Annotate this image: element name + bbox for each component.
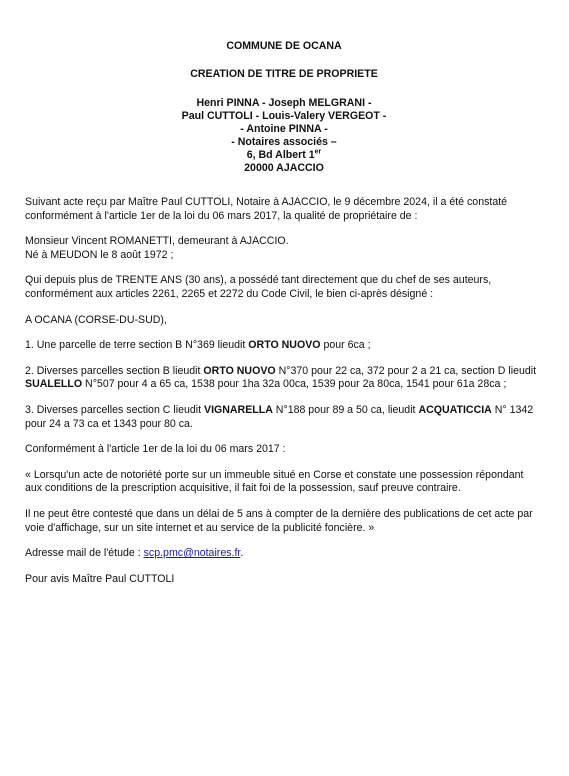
item1-text: 1. Une parcelle de terre section B N°369 lieudit bbox=[25, 339, 249, 352]
birth-line: Né à MEUDON le 8 août 1972 ; bbox=[25, 248, 174, 261]
address-superscript: er bbox=[314, 148, 322, 156]
document-body bbox=[25, 196, 543, 586]
parcel-item-2 bbox=[25, 365, 543, 392]
legal-quote-1: « Lorsqu'un acte de notoriété porte sur un immeuble situé en Corse et constate une possession répondant aux conditions de la prescription acquisitive, il fait foi de la possession, sauf preuve contraire. bbox=[25, 468, 524, 495]
document-title: CREATION DE TITRE DE PROPRIETE bbox=[190, 68, 378, 80]
item1-area: pour 6ca ; bbox=[320, 339, 371, 352]
notaries-line-2: Paul CUTTOLI - Louis-Valery VERGEOT - bbox=[181, 110, 387, 122]
office-address bbox=[25, 149, 543, 162]
commune-title: COMMUNE DE OCANA bbox=[226, 40, 342, 52]
parcel-item-3 bbox=[25, 404, 543, 431]
intro-paragraph: Suivant acte reçu par Maître Paul CUTTOLI, Notaire à AJACCIO, le 9 décembre 2024, il a été constaté conformément à l'article 1er de la loi du 06 mars 2017, la qualité de propriétaire de : bbox=[25, 196, 508, 222]
item2-lieudit-2: SUALELLO bbox=[25, 378, 83, 391]
notaries-line-3: - Antoine PINNA - bbox=[240, 123, 328, 135]
notaries-line-1: Henri PINNA - Joseph MELGRANI - bbox=[196, 97, 372, 109]
item2-lieudit-1: ORTO NUOVO bbox=[203, 364, 276, 377]
item2-text-a: 2. Diverses parcelles section B lieudit bbox=[25, 364, 204, 377]
email-paragraph bbox=[25, 547, 543, 561]
item3-text-e: N° 1342 pour 24 a 73 ca et 1343 pour 80 ca. bbox=[25, 403, 534, 430]
item3-lieudit-1: VIGNARELLA bbox=[204, 403, 273, 416]
signature: Pour avis Maître Paul CUTTOLI bbox=[25, 572, 175, 585]
document-header bbox=[25, 40, 543, 175]
item3-text-c: N°188 pour 89 a 50 ca, lieudit bbox=[272, 403, 419, 416]
item2-text-c: N°370 pour 22 ca, 372 pour 2 a 21 ca, section D lieudit bbox=[275, 364, 537, 377]
location-paragraph: A OCANA (CORSE-DU-SUD), bbox=[25, 313, 167, 326]
email-period: . bbox=[240, 547, 244, 560]
address-street: 6, Bd Albert 1 bbox=[246, 149, 315, 161]
item3-lieudit-2: ACQUATICCIA bbox=[418, 403, 492, 416]
item3-text-a: 3. Diverses parcelles section C lieudit bbox=[25, 403, 204, 416]
possession-paragraph: Qui depuis plus de TRENTE ANS (30 ans), a possédé tant directement que du chef de ses auteurs, conformément aux articles 2261, 2265 et 2272 du Code Civil, le bien ci-après désigné : bbox=[25, 274, 492, 300]
legal-reference: Conformément à l'article 1er de la loi du 06 mars 2017 : bbox=[25, 443, 286, 456]
office-city: 20000 AJACCIO bbox=[244, 162, 324, 174]
owner-line: Monsieur Vincent ROMANETTI, demeurant à AJACCIO. bbox=[25, 235, 289, 248]
item2-text-e: N°507 pour 4 a 65 ca, 1538 pour 1ha 32a 00ca, 1539 pour 2a 80ca, 1541 pour 61a 28ca ; bbox=[82, 378, 507, 391]
owner-paragraph bbox=[25, 235, 543, 262]
notaries-line-4: - Notaires associés – bbox=[231, 136, 337, 148]
email-label: Adresse mail de l'étude : bbox=[25, 547, 144, 560]
parcel-item-1 bbox=[25, 339, 543, 353]
item1-lieudit: ORTO NUOVO bbox=[248, 339, 321, 352]
email-link[interactable]: scp.pmc@notaires.fr bbox=[143, 547, 241, 560]
legal-quote-2: Il ne peut être contesté que dans un délai de 5 ans à compter de la dernière des publications de cet acte par voie d'affichage, sur un site internet et au service de la publicité foncière. » bbox=[25, 507, 533, 534]
